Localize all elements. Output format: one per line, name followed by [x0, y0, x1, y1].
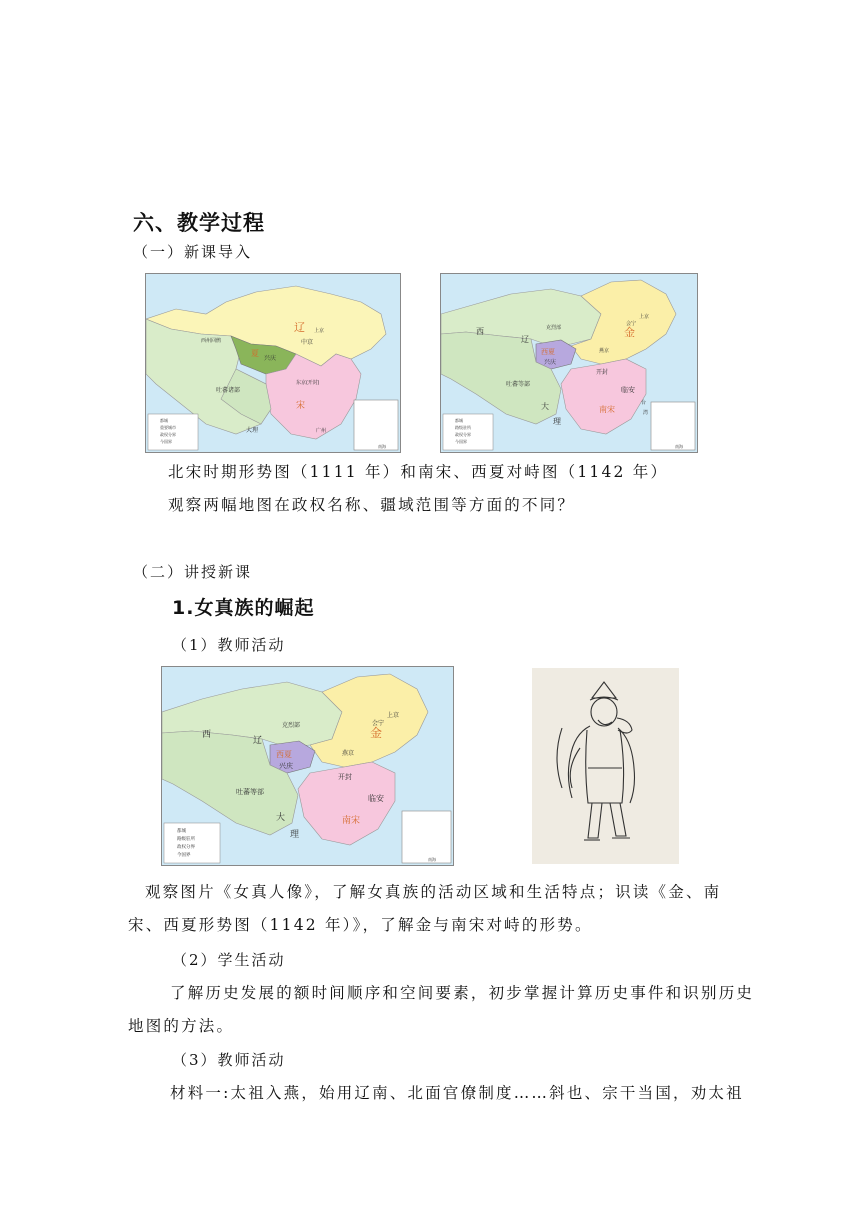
- map3-legend-0: 都城: [177, 828, 186, 833]
- map2-label-shangjing: 上京: [639, 314, 650, 320]
- map3-legend-3: 今国界: [177, 852, 191, 857]
- map3-legend-1: 路级驻所: [177, 836, 195, 841]
- map2-label-jin: 金: [624, 327, 635, 339]
- map1-label-xixia: 夏: [251, 349, 259, 358]
- map1-label-shangjing: 上京: [314, 328, 325, 334]
- map3-label-tubo: 吐蕃等部: [236, 789, 264, 796]
- map1-label-dali: 大理: [246, 428, 259, 434]
- map2-legend-2: 政权分界: [455, 432, 471, 437]
- map2-label-linan: 临安: [621, 387, 635, 394]
- map2-label-yanjing: 燕京: [599, 348, 610, 354]
- map-caption: 北宋时期形势图（1111 年）和南宋、西夏对峙图（1142 年）: [168, 463, 669, 481]
- student-activity: （2）学生活动: [172, 951, 286, 969]
- map2-label-tai: 台: [641, 400, 647, 406]
- map2-label-xingqing: 兴庆: [544, 360, 557, 366]
- map3-label-xingqing: 兴庆: [279, 763, 293, 770]
- map2-label-da: 大: [541, 402, 549, 411]
- map2-label-wan: 湾: [643, 410, 649, 416]
- paragraph-1-line-2: 宋、西夏形势图（1142 年）》，了解金与南宋对峙的形势。: [128, 916, 593, 934]
- map1-label-zhongjing: 中京: [301, 340, 314, 346]
- map3-label-linan: 临安: [368, 794, 384, 803]
- map1-label-guangzhou: 广州: [316, 428, 327, 434]
- map2-label-nanhai: 南海: [675, 444, 683, 449]
- subsection-intro: （一）新课导入: [133, 243, 253, 261]
- map2-legend-3: 今国界: [455, 439, 467, 444]
- map3-label-da: 大: [276, 812, 286, 822]
- map2-label-xi: 西: [476, 327, 484, 336]
- map-southern-song-graphic: [441, 274, 697, 452]
- map3-legend-2: 政权分界: [177, 844, 195, 849]
- map1-label-xingqing: 兴庆: [264, 356, 277, 362]
- paragraph-1-line-1: 观察图片《女真人像》，了解女真族的活动区域和生活特点；识读《金、南: [145, 883, 722, 901]
- map-southern-song: [440, 273, 698, 453]
- map2-label-kelie: 克烈部: [546, 325, 562, 331]
- map3-label-huining: 会宁: [372, 721, 385, 727]
- map-northern-song-graphic: [146, 274, 400, 452]
- map-northern-song: [145, 273, 401, 453]
- map3-label-xi: 西: [202, 729, 212, 739]
- map3-label-kaifeng: 开封: [338, 774, 352, 781]
- map3-label-xixia: 西夏: [276, 750, 292, 759]
- map1-label-nanhai: 南海: [378, 444, 386, 449]
- map3-label-liao: 辽: [253, 735, 263, 745]
- map1-label-liao: 辽: [294, 322, 305, 334]
- map1-label-song: 宋: [296, 400, 306, 410]
- map2-label-kaifeng: 开封: [596, 370, 609, 376]
- paragraph-2-line-2: 地图的方法。: [128, 1017, 235, 1035]
- map3-label-li: 理: [290, 829, 300, 839]
- map2-legend-1: 路级驻所: [455, 425, 471, 430]
- map2-label-liao: 辽: [521, 335, 529, 344]
- map2-legend-0: 都城: [455, 418, 463, 423]
- map1-legend-3: 今国界: [160, 439, 172, 444]
- map2-label-huining: 会宁: [626, 321, 637, 327]
- map2-label-nansong: 南宋: [599, 405, 615, 414]
- subsection-new-lesson: （二）讲授新课: [133, 563, 253, 581]
- map3-label-yanjing: 燕京: [342, 751, 355, 757]
- map-jin-song-xia: [161, 666, 454, 866]
- jurchen-portrait-drawing: [532, 668, 679, 864]
- heading-jurchen-rise: 1.女真族的崛起: [172, 597, 315, 619]
- map3-label-nansong: 南宋: [342, 815, 361, 825]
- map1-legend-1: 重要城市: [160, 425, 176, 430]
- map1-label-tubo: 吐蕃诸部: [216, 388, 241, 394]
- teacher-activity-1: （1）教师活动: [172, 636, 286, 654]
- map2-label-li: 理: [553, 417, 561, 426]
- paragraph-3-line-1: 材料一:太祖入燕，始用辽南、北面官僚制度……斜也、宗干当国，劝太祖: [170, 1084, 744, 1102]
- teacher-activity-3: （3）教师活动: [172, 1051, 286, 1069]
- section-title: 六、教学过程: [133, 211, 265, 235]
- map-jin-song-xia-graphic: [162, 667, 453, 865]
- map3-label-kelie: 克烈部: [282, 723, 301, 729]
- map1-label-dongjing: 东京(开封): [296, 380, 320, 386]
- map3-label-nanhai: 南海: [428, 857, 436, 862]
- paragraph-2-line-1: 了解历史发展的额时间顺序和空间要素，初步掌握计算历史事件和识别历史: [170, 984, 755, 1002]
- map1-legend-0: 都城: [160, 418, 168, 423]
- map3-label-shangjing: 上京: [387, 713, 400, 719]
- map2-label-xixia: 西夏: [541, 349, 555, 356]
- jurchen-portrait-image: [532, 668, 679, 864]
- map1-legend-2: 政权分界: [160, 432, 176, 437]
- map-question: 观察两幅地图在政权名称、疆域范围等方面的不同？: [168, 496, 576, 514]
- map1-label-xizhou: 西州回鹘: [201, 338, 222, 344]
- map3-label-jin: 金: [370, 726, 383, 740]
- map2-label-tubo: 吐蕃等部: [506, 382, 531, 388]
